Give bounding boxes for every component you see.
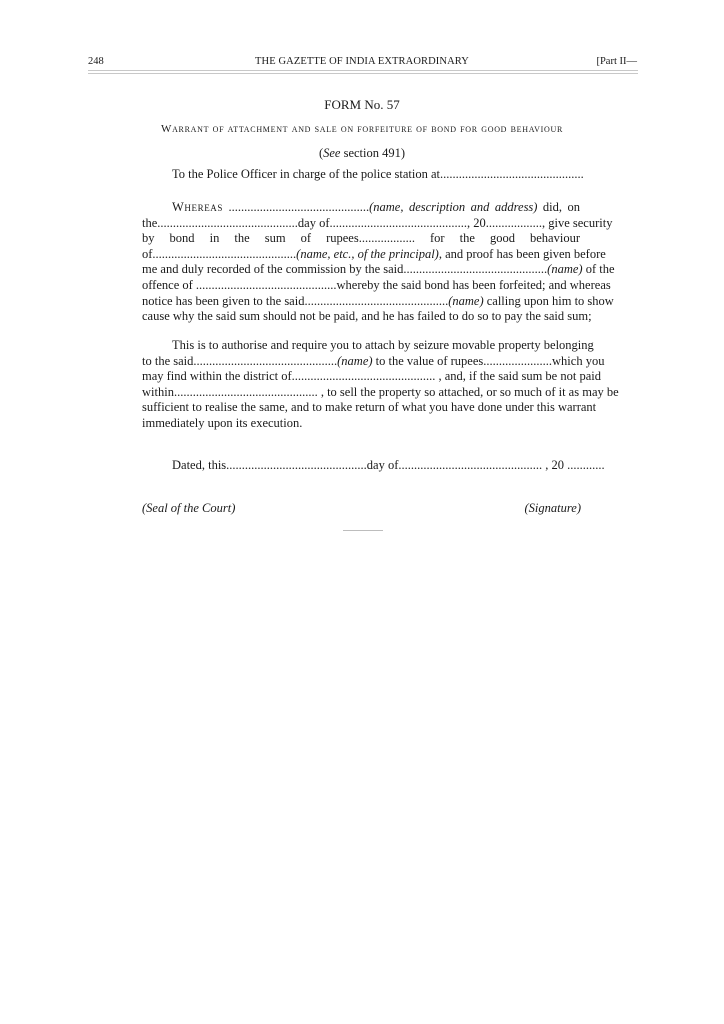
authorisation-paragraph [142,338,619,432]
form-title: Warrant of attachment and sale on forfeiture of bond for good behaviour [160,123,563,135]
blank: ............................................. [223,200,370,214]
gazette-title: THE GAZETTE OF INDIA EXTRAORDINARY [255,56,469,67]
para2-line1: This is to authorise and require you to attach by seizure movable property belonging [172,338,594,352]
form-number: FORM No. 57 [324,97,400,112]
para1-line1 [142,200,580,216]
para2-line6: immediately upon its execution. [142,415,303,430]
see-section-text: section 491) [340,146,406,160]
text: of.............................................. [142,246,297,261]
text: of the [582,262,615,277]
seal-of-court: (Seal of the Court) [142,501,236,515]
para1-line7 [142,293,614,310]
signature-label: (Signature) [524,501,581,515]
see-italic: See [323,146,341,160]
text: notice has been given to the said.............................................. [142,293,449,308]
para1-line6: offence of .............................................whereby the said bond has been forfeited; and whereas [142,277,611,292]
para2-line2 [142,353,605,370]
text: me and duly recorded of the commission by the said.............................................. [142,262,548,277]
para2-line4: within.............................................. , to sell the property so attached, or so much of it as may be [142,384,619,399]
whereas-paragraph [142,200,615,325]
italic-note: (name, etc., of the principal) [296,246,439,261]
header-rule-top [88,70,638,71]
para1-line8: cause why the said sum should not be paid, and he has failed to do so to pay the said sum; [142,309,592,324]
whereas-word: Whereas [172,200,224,214]
end-rule [343,530,383,531]
para2-line5: sufficient to realise the same, and to make return of what you have done under this warrant [142,400,597,415]
addressee-line: To the Police Officer in charge of the police station at.............................................. [172,167,584,181]
text: to the value of rupees......................which you [372,353,605,368]
text: to the said.............................................. [142,353,338,368]
page-number: 248 [88,56,104,67]
text: , and proof has been given before [438,246,606,261]
italic-note: (name) [547,262,583,277]
italic-note: (name, description and address) [369,200,538,214]
text: did, on [537,200,580,214]
italic-note: (name) [337,353,373,368]
para1-line2: the.............................................day of............................................, 20.................., give security [142,215,613,230]
para1-line3: by bond in the sum of rupees.................. for the good behaviour [142,231,580,246]
header-rule-bottom [88,73,638,74]
dated-line: Dated, this.............................................day of.............................................. , 20 ............ [172,458,605,472]
form-section-reference [0,146,724,161]
see-open-paren: ( [318,146,324,160]
italic-note: (name) [448,293,484,308]
para2-line3: may find within the district of.............................................. , and, if the said sum be not paid [142,369,601,384]
part-label: [Part II— [596,56,637,67]
para1-line5 [142,262,615,278]
para1-line4 [142,246,606,263]
text: calling upon him to show [483,293,614,308]
